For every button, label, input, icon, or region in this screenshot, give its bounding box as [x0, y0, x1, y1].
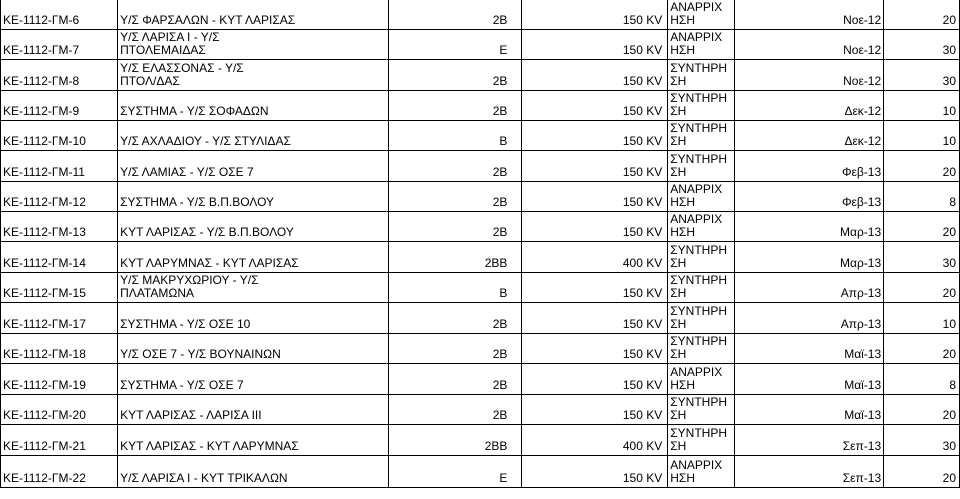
row-line-type-text: 2Β	[492, 164, 508, 179]
row-work-type[interactable]	[668, 302, 735, 333]
row-line-type[interactable]	[389, 29, 522, 59]
row-line-type[interactable]	[389, 0, 522, 29]
row-date[interactable]	[734, 272, 883, 302]
row-work-type-line-1: ΣΥΝΤΗΡΗ	[670, 120, 728, 135]
row-quantity[interactable]	[884, 120, 960, 150]
row-quantity-text: 8	[949, 377, 956, 392]
row-quantity-text: 20	[942, 407, 956, 422]
row-code-text: ΚΕ-1112-ΓΜ-12	[3, 194, 86, 209]
row-code[interactable]	[1, 272, 118, 302]
row-voltage[interactable]	[522, 241, 668, 272]
row-work-type[interactable]	[668, 363, 735, 394]
row-description-line-2: Υ/Σ ΟΣΕ 7 - Υ/Σ ΒΟΥΝΑΙΝΩΝ	[120, 346, 281, 361]
row-work-type-line-2: ΣΗ	[670, 316, 687, 331]
table-row	[1, 333, 960, 363]
row-quantity-text: 10	[942, 133, 956, 148]
row-work-type[interactable]	[668, 0, 735, 29]
row-code-text: ΚΕ-1112-ΓΜ-15	[3, 285, 86, 300]
row-line-type-text: 2Β	[492, 316, 508, 331]
row-work-type-line-2: ΣΗ	[670, 133, 687, 148]
table-row	[1, 90, 960, 120]
row-work-type[interactable]	[668, 455, 735, 487]
row-code[interactable]	[1, 455, 118, 487]
row-work-type[interactable]	[668, 211, 735, 241]
row-line-type-text: 2Β	[492, 377, 508, 392]
row-voltage[interactable]	[522, 0, 668, 29]
row-code-text: ΚΕ-1112-ΓΜ-10	[3, 133, 86, 148]
row-code[interactable]	[1, 0, 118, 29]
row-line-type-text: Β	[499, 285, 508, 300]
row-line-type-text: 2Β	[492, 194, 508, 209]
row-code[interactable]	[1, 363, 118, 394]
row-date[interactable]	[734, 333, 883, 363]
row-description-line-2: Υ/Σ ΛΑΜΙΑΣ - Υ/Σ ΟΣΕ 7	[120, 164, 254, 179]
row-description[interactable]	[118, 211, 389, 241]
row-work-type[interactable]	[668, 150, 735, 181]
row-quantity[interactable]	[884, 181, 960, 211]
row-work-type-line-1: ΣΥΝΤΗΡΗ	[670, 394, 728, 409]
row-voltage-text: 150 KV	[622, 103, 663, 118]
row-quantity-text: 10	[942, 316, 956, 331]
row-date-text: Φεβ-13	[841, 194, 882, 209]
row-date-text: Σεπ-13	[842, 470, 882, 485]
row-voltage-text: 150 KV	[622, 12, 663, 27]
row-code-text: ΚΕ-1112-ΓΜ-13	[3, 224, 86, 239]
row-voltage[interactable]	[522, 181, 668, 211]
row-voltage[interactable]	[522, 211, 668, 241]
row-work-type-line-2: ΗΣΗ	[670, 12, 695, 27]
row-code[interactable]	[1, 302, 118, 333]
row-code-text: ΚΕ-1112-ΓΜ-9	[3, 103, 80, 118]
row-voltage[interactable]	[522, 424, 668, 455]
row-work-type[interactable]	[668, 272, 735, 302]
row-description[interactable]	[118, 150, 389, 181]
row-line-type[interactable]	[389, 181, 522, 211]
row-line-type-text: 2Β	[492, 224, 508, 239]
row-voltage-text: 150 KV	[622, 224, 663, 239]
row-voltage-text: 150 KV	[622, 346, 663, 361]
row-line-type[interactable]	[389, 455, 522, 487]
row-code-text: ΚΕ-1112-ΓΜ-19	[3, 377, 86, 392]
row-work-type-line-1: ΣΥΝΤΗΡΗ	[670, 272, 728, 287]
row-date[interactable]	[734, 211, 883, 241]
row-voltage[interactable]	[522, 333, 668, 363]
row-line-type[interactable]	[389, 211, 522, 241]
row-code-text: ΚΕ-1112-ΓΜ-11	[3, 164, 85, 179]
table-row	[1, 241, 960, 272]
row-quantity-text: 20	[942, 224, 956, 239]
row-voltage[interactable]	[522, 29, 668, 59]
row-quantity-text: 20	[942, 164, 956, 179]
row-description-line-2: ΚΥΤ ΛΑΡΙΣΑΣ - ΛΑΡΙΣΑ ΙΙΙ	[120, 407, 262, 422]
row-quantity[interactable]	[884, 333, 960, 363]
row-voltage-text: 150 KV	[622, 164, 663, 179]
row-code-text: ΚΕ-1112-ΓΜ-21	[3, 438, 86, 453]
row-code-text: ΚΕ-1112-ΓΜ-7	[3, 42, 80, 57]
row-description[interactable]	[118, 333, 389, 363]
row-quantity[interactable]	[884, 59, 960, 90]
row-date-text: Δεκ-12	[844, 133, 882, 148]
row-line-type-text: Β	[499, 133, 508, 148]
row-quantity[interactable]	[884, 150, 960, 181]
row-description-line-1: Υ/Σ ΛΑΡΙΣΑ Ι - Υ/Σ	[120, 29, 220, 44]
row-line-type-text: 2Β	[492, 103, 508, 118]
table-row	[1, 394, 960, 424]
row-description[interactable]	[118, 181, 389, 211]
table-row	[1, 211, 960, 241]
row-code-text: ΚΕ-1112-ΓΜ-22	[3, 470, 86, 485]
row-line-type[interactable]	[389, 241, 522, 272]
row-code[interactable]	[1, 59, 118, 90]
row-description[interactable]	[118, 424, 389, 455]
row-work-type-line-1: ΑΝΑΡΡΙΧ	[670, 29, 723, 44]
row-quantity-text: 8	[949, 194, 956, 209]
row-description[interactable]	[118, 29, 389, 59]
row-quantity[interactable]	[884, 211, 960, 241]
row-work-type-line-2: ΗΣΗ	[670, 194, 695, 209]
row-description-line-2: Υ/Σ ΛΑΡΙΣΑ Ι - ΚΥΤ ΤΡΙΚΑΛΩΝ	[120, 470, 288, 485]
row-work-type-line-1: ΑΝΑΡΡΙΧ	[670, 0, 723, 14]
row-line-type-text: Ε	[499, 470, 508, 485]
row-quantity[interactable]	[884, 29, 960, 59]
row-date[interactable]	[734, 363, 883, 394]
row-line-type-text: 2Β	[492, 73, 508, 88]
row-date[interactable]	[734, 424, 883, 455]
row-description-line-1: Υ/Σ ΕΛΑΣΣΟΝΑΣ - Υ/Σ	[120, 60, 244, 75]
row-code-text: ΚΕ-1112-ΓΜ-8	[3, 73, 80, 88]
row-description-line-2: ΣΥΣΤΗΜΑ - Υ/Σ Β.Π.ΒΟΛΟΥ	[120, 194, 275, 209]
row-quantity-text: 20	[942, 285, 956, 300]
row-line-type[interactable]	[389, 333, 522, 363]
row-work-type-line-2: ΣΗ	[670, 285, 687, 300]
row-date-text: Μαϊ-13	[844, 407, 882, 422]
row-description[interactable]	[118, 0, 389, 29]
table-body	[1, 0, 960, 487]
row-work-type-line-1: ΣΥΝΤΗΡΗ	[670, 90, 728, 105]
row-voltage[interactable]	[522, 363, 668, 394]
row-quantity[interactable]	[884, 302, 960, 333]
row-description[interactable]	[118, 59, 389, 90]
row-description[interactable]	[118, 90, 389, 120]
row-code[interactable]	[1, 333, 118, 363]
row-quantity[interactable]	[884, 0, 960, 29]
row-voltage[interactable]	[522, 90, 668, 120]
row-code[interactable]	[1, 394, 118, 424]
row-code[interactable]	[1, 424, 118, 455]
row-work-type-line-2: ΣΗ	[670, 438, 687, 453]
row-quantity-text: 20	[942, 12, 956, 27]
row-description[interactable]	[118, 272, 389, 302]
row-work-type-line-1: ΣΥΝΤΗΡΗ	[670, 151, 728, 166]
row-voltage-text: 150 KV	[622, 285, 663, 300]
table-row	[1, 29, 960, 59]
row-date-text: Φεβ-13	[841, 164, 882, 179]
row-description-line-2: ΣΥΣΤΗΜΑ - Υ/Σ ΟΣΕ 7	[120, 377, 244, 392]
row-code[interactable]	[1, 211, 118, 241]
row-work-type-line-2: ΗΣΗ	[670, 377, 695, 392]
row-work-type-line-2: ΣΗ	[670, 255, 687, 270]
row-line-type[interactable]	[389, 394, 522, 424]
row-work-type-line-1: ΑΝΑΡΡΙΧ	[670, 211, 723, 226]
row-description[interactable]	[118, 394, 389, 424]
row-description-line-2: ΠΤΟΛ/ΔΑΣ	[120, 73, 180, 88]
row-work-type[interactable]	[668, 424, 735, 455]
row-work-type-line-2: ΣΗ	[670, 73, 687, 88]
row-date-text: Δεκ-12	[844, 103, 882, 118]
row-date[interactable]	[734, 120, 883, 150]
row-line-type-text: 2Β	[492, 407, 508, 422]
row-quantity[interactable]	[884, 90, 960, 120]
row-voltage[interactable]	[522, 59, 668, 90]
row-work-type[interactable]	[668, 29, 735, 59]
row-date-text: Μαρ-13	[840, 224, 882, 239]
row-voltage-text: 150 KV	[622, 133, 663, 148]
row-work-type-line-1: ΑΝΑΡΡΙΧ	[670, 181, 723, 196]
row-date[interactable]	[734, 302, 883, 333]
row-work-type[interactable]	[668, 333, 735, 363]
row-line-type-text: 2ΒΒ	[484, 438, 508, 453]
row-work-type[interactable]	[668, 394, 735, 424]
row-description-line-2: ΣΥΣΤΗΜΑ - Υ/Σ ΣΟΦΑΔΩΝ	[120, 103, 269, 118]
row-work-type-line-1: ΑΝΑΡΡΙΧ	[670, 364, 723, 379]
row-date-text: Νοε-12	[843, 73, 882, 88]
row-work-type[interactable]	[668, 59, 735, 90]
row-date[interactable]	[734, 59, 883, 90]
row-work-type[interactable]	[668, 241, 735, 272]
row-quantity-text: 30	[942, 438, 956, 453]
table-row	[1, 272, 960, 302]
table-row	[1, 0, 960, 29]
row-line-type[interactable]	[389, 363, 522, 394]
row-quantity-text: 30	[942, 255, 956, 270]
row-voltage-text: 150 KV	[622, 73, 663, 88]
row-description-line-2: ΚΥΤ ΛΑΡΙΣΑΣ - ΚΥΤ ΛΑΡΥΜΝΑΣ	[120, 438, 299, 453]
row-voltage[interactable]	[522, 272, 668, 302]
row-work-type[interactable]	[668, 181, 735, 211]
row-voltage-text: 400 KV	[622, 255, 663, 270]
row-date[interactable]	[734, 90, 883, 120]
row-work-type-line-2: ΣΗ	[670, 346, 687, 361]
row-description-line-2: ΠΤΟΛΕΜΑΙΔΑΣ	[120, 42, 206, 57]
row-code[interactable]	[1, 120, 118, 150]
row-voltage[interactable]	[522, 120, 668, 150]
row-voltage-text: 150 KV	[622, 377, 663, 392]
row-quantity[interactable]	[884, 241, 960, 272]
row-date-text: Απρ-13	[840, 316, 882, 331]
row-quantity-text: 30	[942, 42, 956, 57]
row-line-type[interactable]	[389, 90, 522, 120]
table-row	[1, 150, 960, 181]
row-date[interactable]	[734, 181, 883, 211]
row-date[interactable]	[734, 455, 883, 487]
table-row	[1, 181, 960, 211]
row-code-text: ΚΕ-1112-ΓΜ-17	[3, 316, 86, 331]
row-work-type-line-1: ΣΥΝΤΗΡΗ	[670, 303, 728, 318]
row-voltage-text: 150 KV	[622, 42, 663, 57]
row-date-text: Σεπ-13	[842, 438, 882, 453]
row-line-type[interactable]	[389, 120, 522, 150]
row-quantity-text: 20	[942, 470, 956, 485]
row-description[interactable]	[118, 455, 389, 487]
table-row	[1, 120, 960, 150]
row-description-line-2: ΚΥΤ ΛΑΡΥΜΝΑΣ - ΚΥΤ ΛΑΡΙΣΑΣ	[120, 255, 299, 270]
row-description-line-2: Υ/Σ ΑΧΛΑΔΙΟΥ - Υ/Σ ΣΤΥΛΙΔΑΣ	[120, 133, 291, 148]
row-quantity[interactable]	[884, 272, 960, 302]
row-code-text: ΚΕ-1112-ΓΜ-18	[3, 346, 86, 361]
row-voltage-text: 150 KV	[622, 316, 663, 331]
row-code[interactable]	[1, 29, 118, 59]
row-work-type-line-1: ΣΥΝΤΗΡΗ	[670, 333, 728, 348]
row-voltage[interactable]	[522, 302, 668, 333]
row-date-text: Νοε-12	[843, 42, 882, 57]
row-description[interactable]	[118, 302, 389, 333]
row-voltage[interactable]	[522, 455, 668, 487]
row-voltage-text: 400 KV	[622, 438, 663, 453]
row-work-type-line-2: ΣΗ	[670, 164, 687, 179]
row-work-type-line-2: ΗΣΗ	[670, 224, 695, 239]
row-code[interactable]	[1, 181, 118, 211]
row-voltage-text: 150 KV	[622, 407, 663, 422]
row-date-text: Μαϊ-13	[844, 377, 882, 392]
table-row	[1, 302, 960, 333]
row-date-text: Νοε-12	[843, 12, 882, 27]
row-date[interactable]	[734, 241, 883, 272]
row-quantity[interactable]	[884, 394, 960, 424]
row-line-type-text: 2Β	[492, 12, 508, 27]
row-description-line-2: ΣΥΣΤΗΜΑ - Υ/Σ ΟΣΕ 10	[120, 316, 251, 331]
table-row	[1, 59, 960, 90]
row-date-text: Απρ-13	[840, 285, 882, 300]
row-work-type-line-2: ΣΗ	[670, 103, 687, 118]
row-quantity-text: 10	[942, 103, 956, 118]
row-line-type[interactable]	[389, 59, 522, 90]
row-description-line-2: ΠΛΑΤΑΜΩΝΑ	[120, 285, 195, 300]
row-description-line-2: Υ/Σ ΦΑΡΣΑΛΩΝ - ΚΥΤ ΛΑΡΙΣΑΣ	[120, 12, 296, 27]
row-line-type[interactable]	[389, 272, 522, 302]
row-line-type-text: Ε	[499, 42, 508, 57]
row-voltage-text: 150 KV	[622, 194, 663, 209]
row-code[interactable]	[1, 241, 118, 272]
row-line-type-text: 2ΒΒ	[484, 255, 508, 270]
row-description[interactable]	[118, 363, 389, 394]
row-quantity[interactable]	[884, 455, 960, 487]
row-description-line-1: Υ/Σ ΜΑΚΡΥΧΩΡΙΟΥ - Υ/Σ	[120, 272, 259, 287]
row-date[interactable]	[734, 29, 883, 59]
row-date[interactable]	[734, 150, 883, 181]
row-line-type[interactable]	[389, 150, 522, 181]
row-work-type-line-2: ΗΣΗ	[670, 470, 695, 485]
row-work-type-line-1: ΣΥΝΤΗΡΗ	[670, 425, 728, 440]
row-date-text: Μαρ-13	[840, 255, 882, 270]
row-voltage-text: 150 KV	[622, 470, 663, 485]
row-work-type-line-1: ΣΥΝΤΗΡΗ	[670, 242, 728, 257]
row-work-type[interactable]	[668, 90, 735, 120]
row-quantity[interactable]	[884, 424, 960, 455]
row-work-type-line-1: ΣΥΝΤΗΡΗ	[670, 60, 728, 75]
row-line-type-text: 2Β	[492, 346, 508, 361]
row-code-text: ΚΕ-1112-ΓΜ-14	[3, 255, 86, 270]
row-line-type[interactable]	[389, 302, 522, 333]
row-date[interactable]	[734, 0, 883, 29]
row-description[interactable]	[118, 241, 389, 272]
row-quantity-text: 20	[942, 346, 956, 361]
row-description[interactable]	[118, 120, 389, 150]
row-voltage[interactable]	[522, 150, 668, 181]
row-code[interactable]	[1, 150, 118, 181]
row-work-type-line-1: ΑΝΑΡΡΙΧ	[670, 457, 723, 472]
table-row	[1, 363, 960, 394]
row-quantity[interactable]	[884, 363, 960, 394]
row-description-line-2: ΚΥΤ ΛΑΡΙΣΑΣ - Υ/Σ Β.Π.ΒΟΛΟΥ	[120, 224, 294, 239]
row-work-type-line-2: ΗΣΗ	[670, 42, 695, 57]
row-code[interactable]	[1, 90, 118, 120]
table-row	[1, 455, 960, 487]
row-line-type[interactable]	[389, 424, 522, 455]
row-date-text: Μαϊ-13	[844, 346, 882, 361]
row-work-type[interactable]	[668, 120, 735, 150]
row-code-text: ΚΕ-1112-ΓΜ-6	[3, 12, 80, 27]
row-date[interactable]	[734, 394, 883, 424]
row-quantity-text: 30	[942, 73, 956, 88]
row-work-type-line-2: ΣΗ	[670, 407, 687, 422]
row-code-text: ΚΕ-1112-ΓΜ-20	[3, 407, 86, 422]
table-row	[1, 424, 960, 455]
row-voltage[interactable]	[522, 394, 668, 424]
